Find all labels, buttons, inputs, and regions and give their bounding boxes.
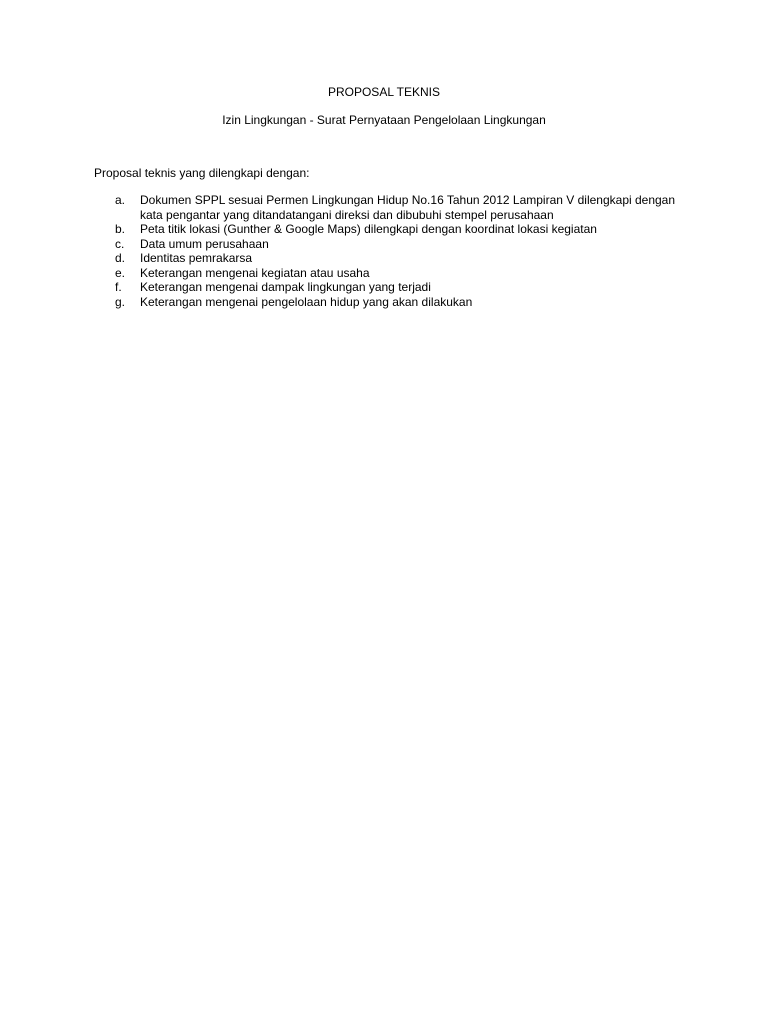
list-item [94,193,694,222]
list-item-text: Keterangan mengenai kegiatan atau usaha [140,265,370,280]
list-item-letter: a. [115,193,126,207]
list-item-text: Keterangan mengenai dampak lingkungan yang terjadi [140,280,431,294]
document-title: PROPOSAL TEKNIS [327,85,441,99]
list-item-text: Dokumen SPPL sesuai Permen Lingkungan Hidup No.16 Tahun 2012 Lampiran V dilengkapi dengan kata pengantar yang ditandatangani direksi dan dibubuhi stempel perusahaan [140,193,676,222]
list-item [94,222,694,237]
list-item-letter: g. [115,294,126,309]
list-item-text: Peta titik lokasi (Gunther & Google Maps) dilengkapi dengan koordinat lokasi kegiatan [140,222,597,236]
list-item-letter: c. [115,236,125,251]
requirements-list [94,193,694,309]
list-item-letter: d. [115,251,126,265]
list-item-text: Keterangan mengenai pengelolaan hidup yang akan dilakukan [140,294,473,309]
intro-paragraph: Proposal teknis yang dilengkapi dengan: [94,166,310,180]
list-item-letter: b. [115,222,126,236]
list-item [94,251,694,266]
list-item [94,295,694,310]
list-item-text: Data umum perusahaan [140,236,269,251]
list-item-letter: e. [115,265,126,280]
list-item-letter: f. [115,280,122,294]
document-subtitle: Izin Lingkungan - Surat Pernyataan Pengelolaan Lingkungan [222,113,546,127]
list-item-text: Identitas pemrakarsa [140,251,253,265]
list-item [94,237,694,252]
list-item [94,266,694,281]
list-item [94,280,694,295]
